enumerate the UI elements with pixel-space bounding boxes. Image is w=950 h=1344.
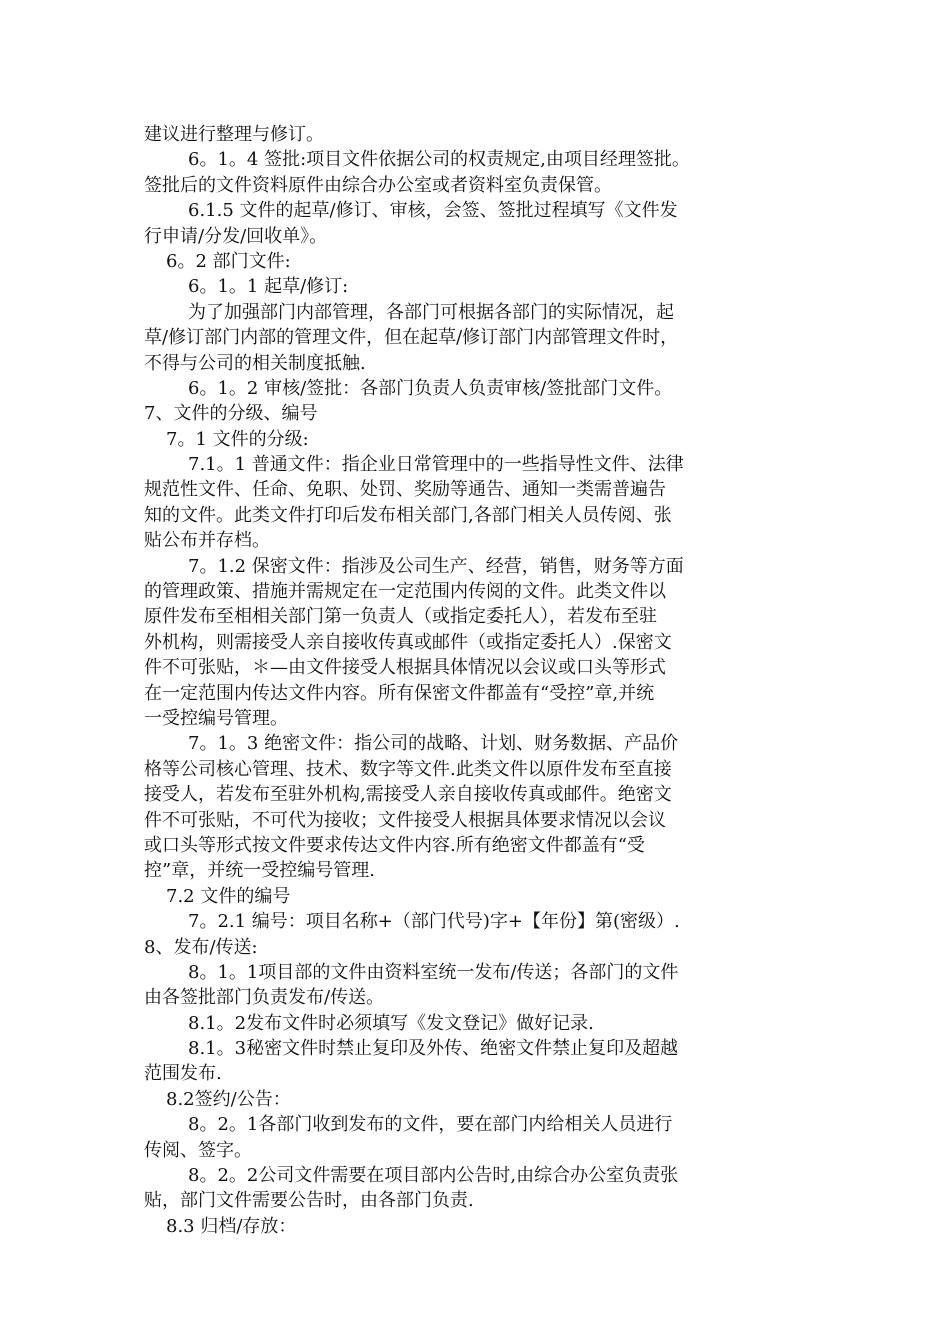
text-line: 或口头等形式按文件要求传达文件内容.所有绝密文件都盖有“受 [144, 834, 645, 856]
text-line: 传阅、签字。 [144, 1139, 252, 1161]
text-line: 格等公司核心管理、技术、数字等文件.此类文件以原件发布至直接 [144, 758, 672, 780]
text-line: 签批后的文件资料原件由综合办公室或者资料室负责保管。 [144, 174, 612, 196]
text-line: 7。2.1 编号：项目名称+（部门代号)字+【年份】第(密级）. [188, 911, 680, 933]
text-line: 由各签批部门负责发布/传送。 [144, 987, 385, 1009]
text-line: 行申请/分发/回收单》。 [144, 225, 328, 247]
section-heading: 7、文件的分级、编号 [144, 403, 318, 425]
section-heading: 8、发布/传送: [144, 936, 258, 958]
text-line: 为了加强部门内部管理，各部门可根据各部门的实际情况，起 [188, 301, 674, 323]
text-line: 7。1。3 绝密文件：指公司的战略、计划、财务数据、产品价 [188, 733, 679, 755]
text-line: 8.1。2发布文件时必须填写《发文登记》做好记录. [188, 1012, 594, 1034]
text-line: 6。1。2 审核/签批：各部门负责人负责审核/签批部门文件。 [188, 377, 673, 399]
text-line: 接受人，若发布至驻外机构,需接受人亲自接收传真或邮件。绝密文 [144, 784, 672, 806]
text-line: 不得与公司的相关制度抵触. [144, 352, 366, 374]
text-line: 规范性文件、任命、免职、处罚、奖励等通告、通知一类需普遍告 [144, 479, 666, 501]
text-line: 7.1。1 普通文件：指企业日常管理中的一些指导性文件、法律 [188, 454, 684, 476]
text-line: 建议进行整理与修订。 [144, 124, 324, 145]
text-line: 件不可张贴，不可代为接收；文件接受人根据具体要求情况以会议 [144, 809, 666, 831]
document-page [144, 122, 814, 1239]
text-line: 知的文件。此类文件打印后发布相关部门,各部门相关人员传阅、张 [144, 504, 672, 526]
text-line: 贴，部门文件需要公告时，由各部门负责. [144, 1190, 474, 1212]
text-line: 件不可张贴，＊—由文件接受人根据具体情况以会议或口头等形式 [144, 657, 666, 679]
text-line: 一受控编号管理。 [144, 707, 288, 729]
text-line: 外机构，则需接受人亲自接收传真或邮件（或指定委托人）.保密文 [144, 631, 672, 653]
text-line: 控”章，并统一受控编号管理. [144, 860, 375, 882]
text-line: 8。2。2公司文件需要在项目部内公告时,由综合办公室负责张 [188, 1165, 679, 1187]
text-line: 草/修订部门内部的管理文件，但在起草/修订部门内部管理文件时， [144, 327, 679, 349]
section-heading: 6。2 部门文件: [166, 250, 291, 272]
text-line: 6。1。4 签批:项目文件依据公司的权责规定,由项目经理签批。 [188, 149, 690, 171]
text-line: 范围发布. [144, 1063, 222, 1085]
text-line: 在一定范围内传达文件内容。所有保密文件都盖有“受控”章,并统 [144, 682, 655, 704]
text-line: 8。2。1各部门收到发布的文件，要在部门内给相关人员进行 [188, 1114, 673, 1136]
text-line: 8.1。3秘密文件时禁止复印及外传、绝密文件禁止复印及超越 [188, 1038, 679, 1060]
text-line: 原件发布至相相关部门第一负责人（或指定委托人），若发布至驻 [144, 606, 657, 628]
text-line: 6.1.5 文件的起草/修订、审核，会签、签批过程填写《文件发 [188, 200, 678, 222]
text-line: 贴公布并存档。 [144, 530, 270, 552]
section-heading: 8.3 归档/存放： [166, 1215, 297, 1237]
text-line: 7。1.2 保密文件：指涉及公司生产、经营，销售，财务等方面 [188, 555, 684, 577]
text-line: 的管理政策、措施并需规定在一定范围内传阅的文件。此类文件以 [144, 581, 666, 603]
text-line: 6。1。1 起草/修订: [188, 276, 349, 298]
section-heading: 7。1 文件的分级: [166, 428, 309, 450]
section-heading: 8.2签约/公告： [166, 1088, 291, 1110]
text-line: 8。1。1项目部的文件由资料室统一发布/传送；各部门的文件 [188, 961, 679, 983]
section-heading: 7.2 文件的编号 [166, 885, 291, 907]
